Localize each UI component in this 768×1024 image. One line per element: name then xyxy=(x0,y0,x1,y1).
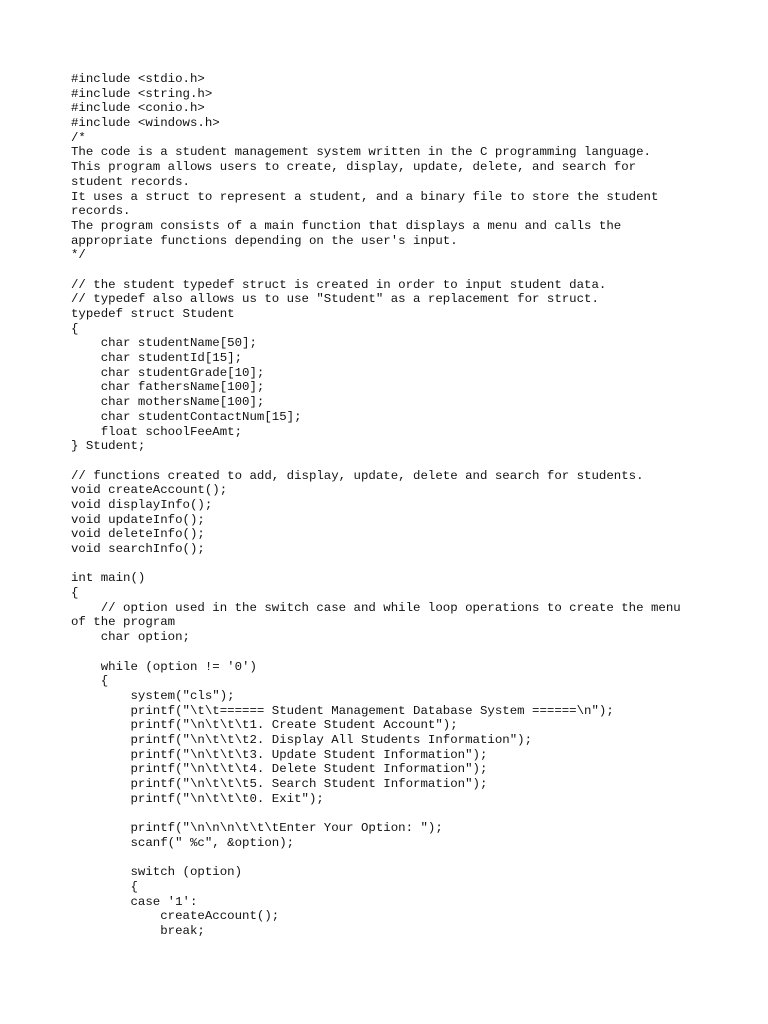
code-line: char studentId[15]; xyxy=(71,351,243,366)
code-line: char studentContactNum[15]; xyxy=(71,409,302,424)
code-line: printf("\n\t\t\t3. Update Student Information"); xyxy=(71,747,488,762)
code-line: { xyxy=(71,674,109,689)
code-line: void createAccount(); xyxy=(71,483,228,498)
code-line: while (option != '0') xyxy=(71,659,257,674)
code-line: It uses a struct to represent a student, and a binary file to store the student xyxy=(71,189,659,204)
code-line: case '1': xyxy=(71,894,198,909)
code-line: char option; xyxy=(71,630,190,645)
code-line: of the program xyxy=(71,615,176,630)
code-line: void displayInfo(); xyxy=(71,497,213,512)
code-line: { xyxy=(71,321,79,336)
blank-line xyxy=(71,263,731,278)
code-line: printf("\n\t\t\t5. Search Student Information"); xyxy=(71,777,488,791)
code-line: records. xyxy=(71,204,131,219)
code-line: int main() xyxy=(71,571,146,586)
code-line: createAccount(); xyxy=(71,909,280,924)
blank-line xyxy=(71,454,731,469)
code-line: // typedef also allows us to use "Student" as a replacement for struct. xyxy=(71,292,599,307)
code-line: break; xyxy=(71,923,205,938)
code-line: char studentGrade[10]; xyxy=(71,365,265,380)
code-line: char fathersName[100]; xyxy=(71,380,265,395)
code-line: void deleteInfo(); xyxy=(71,527,205,542)
code-line: void searchInfo(); xyxy=(71,542,205,556)
code-line: printf("\n\t\t\t1. Create Student Account"); xyxy=(71,718,458,733)
code-line: This program allows users to create, display, update, delete, and search for xyxy=(71,160,637,175)
code-line: } Student; xyxy=(71,439,146,454)
code-line: // the student typedef struct is created in order to input student data. xyxy=(71,277,607,292)
code-line: scanf(" %c", &option); xyxy=(71,835,295,850)
code-line: appropriate functions depending on the user's input. xyxy=(71,233,458,248)
code-line: printf("\n\t\t\t4. Delete Student Information"); xyxy=(71,762,488,777)
code-line: /* xyxy=(71,130,86,145)
code-line: #include <string.h> xyxy=(71,86,213,101)
code-line: { xyxy=(71,586,79,601)
code-line: char studentName[50]; xyxy=(71,336,257,351)
source-code-block xyxy=(71,72,731,939)
code-line: { xyxy=(71,879,138,894)
code-line: */ xyxy=(71,248,86,263)
code-line: #include <stdio.h> xyxy=(71,72,205,86)
code-line: void updateInfo(); xyxy=(71,512,205,527)
blank-line xyxy=(71,645,731,660)
code-line: The program consists of a main function that displays a menu and calls the xyxy=(71,218,622,233)
code-line: printf("\n\t\t\t0. Exit"); xyxy=(71,791,324,806)
code-line: student records. xyxy=(71,174,190,189)
blank-line xyxy=(71,806,731,821)
code-line: #include <windows.h> xyxy=(71,116,220,131)
code-line: char mothersName[100]; xyxy=(71,395,265,410)
code-line: typedef struct Student xyxy=(71,307,235,321)
code-line: switch (option) xyxy=(71,865,243,880)
code-line: The code is a student management system written in the C programming language. xyxy=(71,145,651,160)
code-line: printf("\n\n\n\t\t\tEnter Your Option: "); xyxy=(71,821,443,836)
code-line: system("cls"); xyxy=(71,688,235,703)
code-line: float schoolFeeAmt; xyxy=(71,424,243,439)
code-line: printf("\n\t\t\t2. Display All Students Information"); xyxy=(71,732,533,747)
code-line: #include <conio.h> xyxy=(71,101,205,116)
code-line: // functions created to add, display, update, delete and search for students. xyxy=(71,468,644,483)
blank-line xyxy=(71,557,731,572)
blank-line xyxy=(71,850,731,865)
code-line: // option used in the switch case and while loop operations to create the menu xyxy=(71,600,681,615)
code-line: printf("\t\t====== Student Management Database System ======\n"); xyxy=(71,703,614,718)
